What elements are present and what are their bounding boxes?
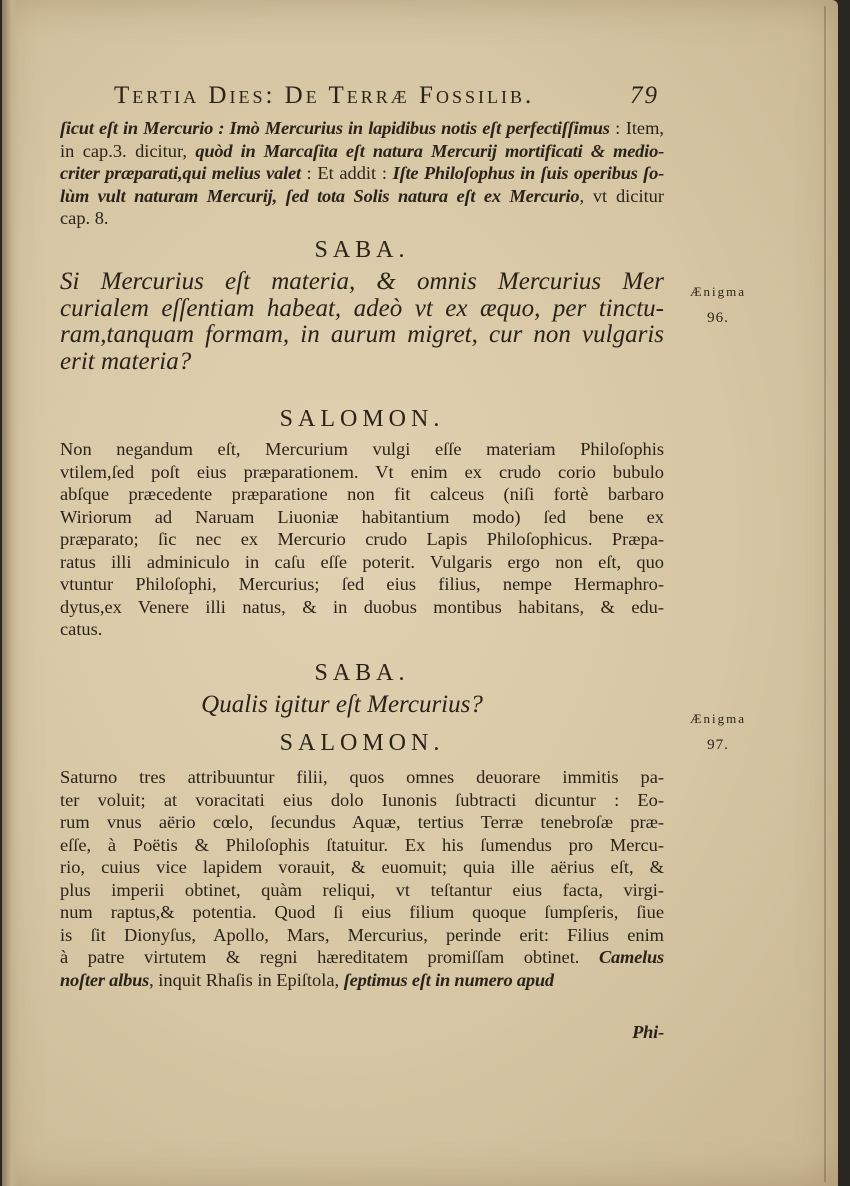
text-segment: Iſte Philoſophus in ſuis operibus ſo- bbox=[392, 163, 664, 183]
text-line: Si Mercurius eſt materia, & omnis Mercurius Mer bbox=[60, 269, 664, 295]
text-segment: criter præparati,qui melius valet bbox=[60, 163, 301, 183]
text-line bbox=[60, 162, 664, 185]
answer-2 bbox=[60, 766, 664, 991]
text-segment: , inquit Rhaſis in Epiſtola, bbox=[149, 969, 344, 990]
text-line: præparato; ſic nec ex Mercurio crudo Lapis Philoſophicus. Præpa- bbox=[60, 529, 664, 549]
page-gutter bbox=[2, 0, 18, 1186]
text-line: ram,tanquam formam, in aurum migret, cur non vulgaris bbox=[60, 322, 664, 348]
text-line bbox=[60, 140, 664, 163]
question-2: Qualis igitur eſt Mercurius? bbox=[201, 691, 483, 718]
intro-paragraph bbox=[60, 117, 664, 230]
running-header bbox=[114, 82, 659, 112]
text-segment: : Et addit : bbox=[300, 163, 393, 183]
book-page bbox=[2, 0, 838, 1186]
text-line bbox=[60, 789, 664, 812]
text-segment: ſicut eſt in Mercurio : Imò Mercurius in lapidibus notis eſt perfectiſſimus bbox=[60, 118, 610, 138]
margin-number: 96. bbox=[707, 310, 729, 326]
text-segment: plus imperii obtinet, quàm reliqui, vt teſtantur eius facta, virgi- bbox=[60, 879, 664, 900]
speaker-saba-2: SABA. bbox=[314, 660, 410, 686]
text-line: Non negandum eſt, Mercurium vulgi eſſe materiam Philoſophis bbox=[60, 439, 664, 459]
text-segment: ter voluit; at voracitati eius dolo Iunonis ſubtracti dicuntur : Eo- bbox=[60, 789, 664, 810]
margin-label: Ænigma bbox=[689, 711, 747, 726]
text-segment: , vt dicitur bbox=[579, 185, 664, 206]
text-segment: eſſe, à Poëtis & Philoſophis ſtatuitur. Ex his ſumendus pro Mercu- bbox=[60, 834, 664, 855]
text-segment: lùm vult naturam Mercurij, ſed tota Solis natura eſt ex Mercurio bbox=[60, 185, 580, 206]
catchword-text: Phi- bbox=[632, 1022, 664, 1042]
text-line: curialem eſſentiam habeat, adeò vt ex æquo, per tinctu- bbox=[60, 295, 664, 322]
margin-label: Ænigma bbox=[689, 284, 747, 299]
text-line: vtuntur Philoſophi, Mercurius; ſed eius filius, nempe Hermaphro- bbox=[60, 574, 664, 594]
text-line: abſque præcedente præparatione non fit calceus (niſi fortè barbaro bbox=[60, 484, 664, 504]
speaker-salomon-1: SALOMON. bbox=[279, 406, 445, 432]
text-segment: num raptus,& potentia. Quod ſi eius filium quoque ſumpſeris, ſiue bbox=[60, 902, 664, 922]
text-segment: : Item, bbox=[609, 118, 664, 138]
text-line: vtilem,ſed poſt eius præparationem. Vt enim ex crudo corio bubulo bbox=[60, 461, 664, 482]
speaker-salomon-2: SALOMON. bbox=[279, 730, 445, 756]
text-segment: rum vnus aërio cœlo, ſecundus Aquæ, tertius Terræ tenebroſæ præ- bbox=[60, 812, 664, 832]
text-line bbox=[60, 766, 664, 789]
text-segment: quòd in Marcaſita eſt natura Mercurij mortificati & medio- bbox=[195, 140, 664, 161]
text-segment: is ſit Dionyſus, Apollo, Mars, Mercurius, perinde erit: Filius enim bbox=[60, 924, 664, 945]
text-segment: Camelus bbox=[598, 947, 664, 967]
text-line bbox=[60, 901, 664, 924]
text-line bbox=[60, 879, 664, 902]
margin-note-96 bbox=[664, 279, 772, 331]
text-line bbox=[60, 117, 664, 140]
question-1 bbox=[60, 269, 664, 375]
text-line: dytus,ex Venere illi natus, & in duobus montibus habitans, & edu- bbox=[60, 596, 664, 617]
text-segment: cap. 8. bbox=[60, 208, 109, 228]
text-line: Wiriorum ad Naruam Liuoniæ habitantium modo) ſed bene ex bbox=[60, 506, 664, 527]
text-line bbox=[60, 856, 664, 879]
text-segment: noſter albus bbox=[60, 969, 150, 990]
running-title: Tertia Dies: De Terræ Fossilib. bbox=[114, 82, 535, 109]
text-segment: ſeptimus eſt in numero apud bbox=[343, 969, 554, 990]
text-segment: rio, cuius vice lapidem vorauit, & euomuit; quia ille aërius eſt, & bbox=[60, 857, 664, 877]
text-line bbox=[60, 811, 664, 834]
text-line bbox=[60, 185, 664, 208]
text-line: erit materia? bbox=[60, 348, 192, 375]
page-number: 79 bbox=[630, 82, 659, 109]
text-segment: à patre virtutem & regni hæreditatem promiſſam obtinet. bbox=[60, 947, 599, 967]
answer-1 bbox=[60, 438, 664, 641]
text-line bbox=[60, 834, 664, 857]
page-edge bbox=[824, 6, 826, 1182]
text-line bbox=[60, 207, 664, 230]
text-line bbox=[60, 946, 664, 969]
text-line: ratus illi adminiculo in caſu eſſe poterit. Vulgaris ergo non eſt, quo bbox=[60, 551, 664, 572]
text-segment: in cap.3. dicitur, bbox=[60, 140, 196, 161]
text-line bbox=[60, 924, 664, 947]
text-line bbox=[60, 969, 664, 992]
margin-number: 97. bbox=[707, 737, 729, 753]
text-segment: Saturno tres attribuuntur filii, quos omnes deuorare immitis pa- bbox=[60, 767, 664, 787]
catchword bbox=[60, 1021, 664, 1044]
text-line: catus. bbox=[60, 619, 103, 639]
speaker-saba-1: SABA. bbox=[314, 237, 410, 263]
margin-note-97 bbox=[664, 706, 772, 758]
